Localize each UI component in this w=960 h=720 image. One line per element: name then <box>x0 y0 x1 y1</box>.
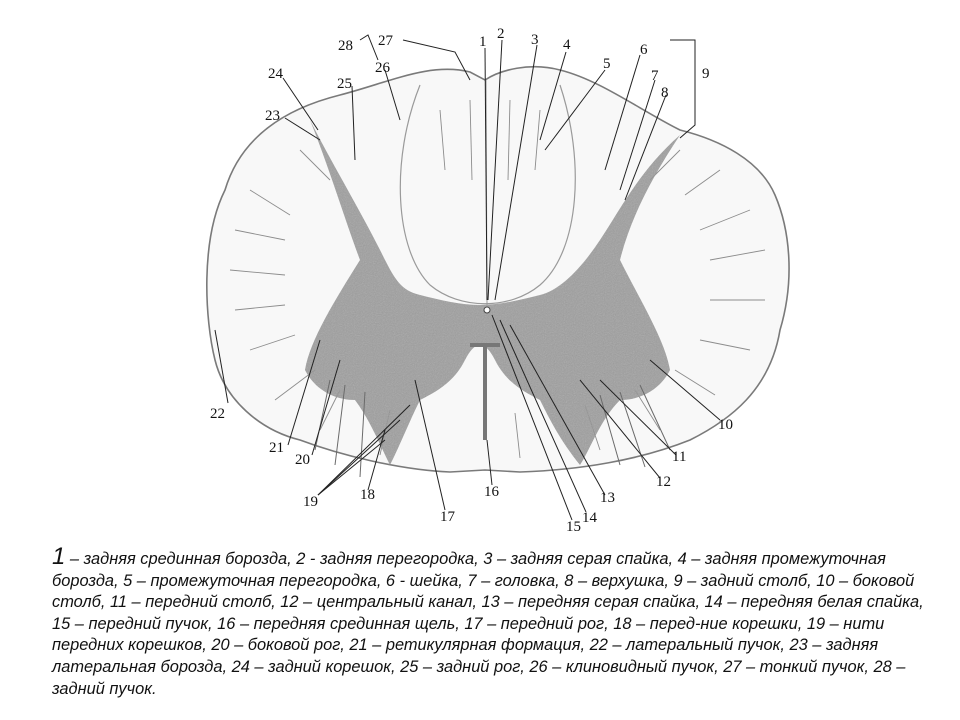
label-18: 18 <box>360 487 375 503</box>
label-2: 2 <box>497 26 505 42</box>
label-25: 25 <box>337 76 352 92</box>
label-7: 7 <box>651 68 659 84</box>
label-28: 28 <box>338 38 353 54</box>
label-17: 17 <box>440 509 455 525</box>
label-3: 3 <box>531 32 539 48</box>
label-6: 6 <box>640 42 648 58</box>
label-13: 13 <box>600 490 615 506</box>
legend-text: – задняя срединная борозда, 2 - задняя перегородка, 3 – задняя серая спайка, 4 – задняя промежуточная борозда, 5 – промежуточная перегородка, 6 - шейка, 7 – головка, 8 – верхушка, 9 – задний столб, 10 – боковой столб, 11 – передний столб, 12 – центральный канал, 13 – передняя серая спайка, 14 – передняя белая спайка, 15 – передний пучок, 16 – передняя срединная щель, 17 – передний рог, 18 – перед-ние корешки, 19 – нити передних корешков, 20 – боковой рог, 21 – ретикулярная формация, 22 – латеральный пучок, 23 – задняя латеральная борозда, 24 – задний корешок, 25 – задний рог, 26 – клиновидный пучок, 27 – тонкий пучок, 28 – задний пучок. <box>52 550 924 698</box>
label-26: 26 <box>375 60 390 76</box>
label-27: 27 <box>378 33 393 49</box>
label-14: 14 <box>582 510 597 526</box>
label-1: 1 <box>479 34 487 50</box>
label-5: 5 <box>603 56 611 72</box>
label-16: 16 <box>484 484 499 500</box>
legend-first-number: 1 <box>52 543 66 570</box>
label-12: 12 <box>656 474 671 490</box>
label-11: 11 <box>672 449 687 465</box>
label-8: 8 <box>661 85 669 101</box>
label-9: 9 <box>702 66 710 82</box>
label-20: 20 <box>295 452 310 468</box>
legend-caption <box>52 543 942 700</box>
label-21: 21 <box>269 440 284 456</box>
label-19: 19 <box>303 494 318 510</box>
label-24: 24 <box>268 66 283 82</box>
label-22: 22 <box>210 406 225 422</box>
white-matter-outline <box>207 67 789 472</box>
label-23: 23 <box>265 108 280 124</box>
label-4: 4 <box>563 37 571 53</box>
label-15: 15 <box>566 519 581 535</box>
label-10: 10 <box>718 417 733 433</box>
central-canal <box>484 307 490 313</box>
